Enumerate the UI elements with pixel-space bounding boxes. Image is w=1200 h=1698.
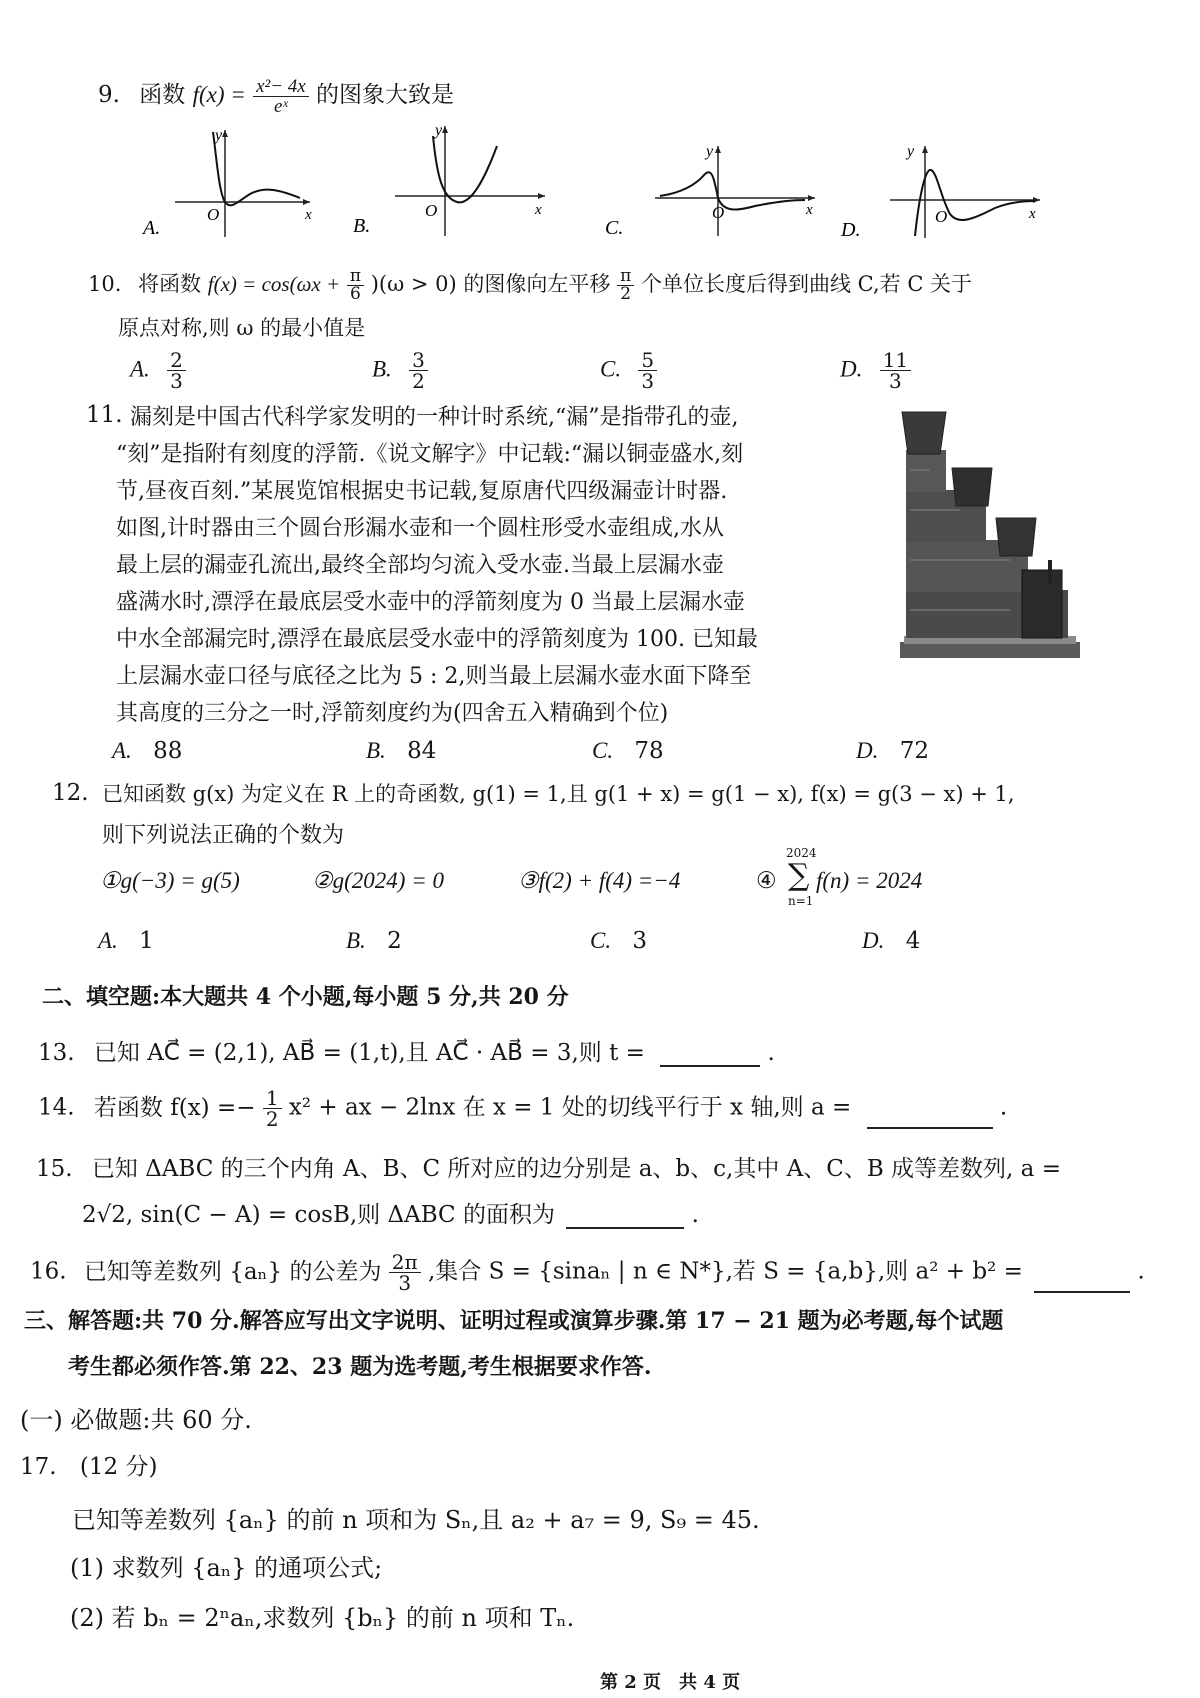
q11-line-7: 中水全部漏完时,漂浮在最底层受水壶中的浮箭刻度为 100. 已知最: [116, 627, 758, 652]
q14-answer-blank[interactable]: [867, 1101, 993, 1129]
q9-option-c: C.: [605, 217, 624, 239]
q11-line-2: “刻”是指附有刻度的浮箭.《说文解字》中记载:“漏以铜壶盛水,刻: [116, 442, 744, 467]
q9-d-x-label: x: [1029, 206, 1036, 222]
q15-answer-blank[interactable]: [566, 1201, 684, 1229]
q17-header: [20, 1448, 157, 1481]
q10-a-num: 2: [167, 350, 186, 371]
q14-text-b: x² + ax − 2lnx 在 x = 1 处的切线平行于 x 轴,则 a =: [288, 1094, 852, 1121]
q12-option-a-value: 1: [139, 928, 154, 954]
q9-denominator: eˣ: [274, 95, 288, 117]
page-footer: 第 2 页 共 4 页: [600, 1672, 741, 1693]
q15-end: .: [691, 1202, 699, 1228]
q10-text-b: )(ω > 0) 的图像向左平移: [370, 272, 611, 296]
q11-option-c[interactable]: [592, 738, 664, 764]
section2-heading: 二、填空题:本大题共 4 个小题,每小题 5 分,共 20 分: [42, 984, 569, 1010]
q10-option-d-letter: D.: [840, 356, 863, 382]
q12-statement-2: ②g(2024) = 0: [312, 868, 444, 893]
q16: [30, 1252, 1145, 1293]
q10-pi6-den: 6: [350, 284, 361, 304]
q12-option-c[interactable]: [590, 928, 647, 954]
q10-option-b-letter: B.: [372, 356, 392, 382]
q11-option-a-value: 88: [153, 738, 183, 764]
q9-option-b: B.: [353, 215, 371, 237]
q12-option-c-letter: C.: [590, 928, 612, 953]
q9-option-a: A.: [143, 217, 161, 239]
q11-line-3: 节,昼夜百刻.”某展览馆根据史书记载,复原唐代四级漏壶计时器.: [116, 479, 728, 504]
q10-pi6: [347, 268, 364, 303]
q14-half: [263, 1088, 282, 1129]
q11-line-4: 如图,计时器由三个圆台形漏水壶和一个圆柱形受水壶组成,水从: [116, 516, 724, 541]
q10-option-a[interactable]: [130, 350, 186, 391]
q12-option-c-value: 3: [632, 928, 648, 954]
q9-a-origin: O: [207, 205, 220, 224]
q10-option-a-letter: A.: [130, 356, 150, 382]
q9-option-d: D.: [841, 219, 861, 241]
q12-line1: 已知函数 g(x) 为定义在 R 上的奇函数, g(1) = 1,且 g(1 + x) = g(1 − x), f(x) = g(3 − x) + 1,: [102, 782, 1015, 806]
q12-s4-sigma: ∑: [788, 858, 810, 893]
q10-d-den: 3: [889, 369, 902, 393]
q10-option-c-frac: [638, 350, 657, 391]
q12-option-b-letter: B.: [346, 928, 366, 953]
q10-a-den: 3: [170, 369, 183, 393]
q10-option-c[interactable]: [600, 350, 657, 391]
q16-frac-num: 2π: [389, 1252, 421, 1273]
q10-text-a: 将函数: [138, 272, 202, 296]
q9-graph-d[interactable]: [835, 138, 1045, 243]
q13-end: .: [767, 1040, 775, 1066]
q10-d-num: 11: [880, 350, 911, 371]
q14-text-a: 若函数 f(x) =−: [93, 1094, 256, 1121]
q9-a-y-label: y: [215, 127, 223, 144]
q9-d-origin: O: [935, 207, 948, 226]
q11-option-a-letter: A.: [112, 738, 132, 763]
q17-number: 17.: [20, 1454, 57, 1480]
q11-option-d-letter: D.: [856, 738, 879, 763]
q12-option-a-letter: A.: [98, 928, 118, 953]
section3-line2: 考生都必须作答.第 22、23 题为选考题,考生根据要求作答.: [68, 1354, 652, 1380]
q9-stem: [98, 76, 454, 116]
q9-prefix: 函数: [139, 82, 186, 108]
q9-b-origin: O: [425, 201, 438, 220]
q12-option-a[interactable]: [98, 928, 154, 954]
q10-number: 10.: [88, 272, 122, 296]
q11-option-d[interactable]: [856, 738, 929, 764]
q17-score: (12 分): [79, 1454, 158, 1480]
q9-c-x-label: x: [806, 202, 813, 218]
q16-text-a: 已知等差数列 {aₙ} 的公差为: [83, 1258, 382, 1285]
q10-pi2: [617, 268, 634, 303]
q12-s4-prefix: ④: [756, 868, 777, 894]
q9-suffix: 的图象大致是: [316, 82, 455, 108]
q13: [38, 1034, 775, 1067]
q14-end: .: [999, 1094, 1008, 1121]
q9-graph-b[interactable]: [345, 118, 555, 243]
q10-pi2-num: π: [617, 268, 634, 286]
q10-pi6-num: π: [347, 268, 364, 286]
q9-graph-c[interactable]: [590, 138, 820, 243]
q10-option-c-letter: C.: [600, 356, 622, 382]
q10-c-den: 3: [641, 369, 655, 393]
q9-c-y-label: y: [706, 143, 714, 160]
q10-line1: [88, 268, 972, 303]
q10-b-num: 3: [409, 350, 428, 371]
q15-line1: [36, 1150, 1061, 1183]
q15-text-1: 已知 ΔABC 的三个内角 A、B、C 所对应的边分别是 a、b、c,其中 A、C、B 成等差数列, a =: [91, 1156, 1061, 1182]
q10-line2: 原点对称,则 ω 的最小值是: [118, 316, 366, 340]
q11-option-c-letter: C.: [592, 738, 614, 763]
q15-text-2: 2√2, sin(C − A) = cosB,则 ΔABC 的面积为: [82, 1202, 555, 1228]
q12-option-d[interactable]: [862, 928, 920, 954]
q11-line-9: 其高度的三分之一时,浮箭刻度约为(四舍五入精确到个位): [116, 701, 669, 726]
q12-option-b-value: 2: [387, 928, 402, 954]
q16-frac-den: 3: [398, 1271, 412, 1295]
q11-line-6: 盛满水时,漂浮在最底层受水壶中的浮箭刻度为 0 当最上层漏水壶: [116, 590, 745, 615]
q16-end: .: [1137, 1258, 1145, 1285]
q14-number: 14.: [38, 1094, 75, 1121]
q11-line-5: 最上层的漏壶孔流出,最终全部均匀流入受水壶.当最上层漏水壶: [116, 553, 724, 578]
q14: [38, 1088, 1007, 1129]
q9-c-origin: O: [712, 203, 725, 222]
q16-number: 16.: [30, 1258, 67, 1285]
q13-number: 13.: [38, 1040, 75, 1066]
q10-option-d[interactable]: [840, 350, 911, 391]
q9-b-y-label: y: [435, 122, 443, 139]
section3-line1: 三、解答题:共 70 分.解答应写出文字说明、证明过程或演算步骤.第 17 − 21 题为必考题,每个试题: [24, 1308, 1004, 1334]
q11-line-1: 漏刻是中国古代科学家发明的一种计时系统,“漏”是指带孔的壶,: [130, 405, 739, 430]
q11-option-b-value: 84: [407, 738, 437, 764]
q9-numerator: x²− 4x: [253, 77, 309, 97]
q10-option-a-frac: [167, 350, 186, 391]
q11-option-a[interactable]: [112, 738, 182, 764]
q15-line2: [82, 1196, 699, 1229]
q14-half-num: 1: [263, 1088, 282, 1109]
q12-line2: 则下列说法正确的个数为: [102, 823, 345, 848]
q9-a-x-label: x: [305, 207, 312, 223]
q9-b-x-label: x: [535, 202, 542, 218]
q12-option-d-letter: D.: [862, 928, 885, 953]
clepsydra-illustration: [900, 410, 1080, 660]
q17-line2: (1) 求数列 {aₙ} 的通项公式;: [70, 1554, 383, 1582]
q16-answer-blank[interactable]: [1034, 1265, 1130, 1293]
q11-option-d-value: 72: [899, 738, 929, 764]
q10-option-d-frac: [880, 350, 911, 391]
q12-statement-1: ①g(−3) = g(5): [100, 868, 240, 893]
q11-option-b-letter: B.: [366, 738, 386, 763]
q12-number: 12.: [52, 780, 89, 806]
q12-statement-3: ③f(2) + f(4) =−4: [518, 868, 681, 893]
q9-graph-a[interactable]: [125, 122, 325, 242]
part1-heading: (一) 必做题:共 60 分.: [20, 1406, 252, 1434]
q15-number: 15.: [36, 1156, 73, 1182]
q12-option-d-value: 4: [905, 928, 921, 954]
q14-half-den: 2: [265, 1107, 279, 1131]
q10-option-b-frac: [409, 350, 428, 391]
q17-line3: (2) 若 bₙ = 2ⁿaₙ,求数列 {bₙ} 的前 n 项和 Tₙ.: [70, 1604, 575, 1632]
q11-line-8: 上层漏水壶口径与底径之比为 5 : 2,则当最上层漏水壶水面下降至: [116, 664, 752, 689]
q12-s4-suffix: f(n) = 2024: [816, 868, 923, 893]
q13-text: 已知 AC⃗ = (2,1), AB⃗ = (1,t),且 AC⃗ · AB⃗ = 3,则 t =: [93, 1040, 645, 1066]
q12-option-b[interactable]: [346, 928, 402, 954]
q11-option-b[interactable]: [366, 738, 436, 764]
q16-text-b: ,集合 S = {sinaₙ | n ∈ N*},若 S = {a,b},则 a² + b² =: [427, 1258, 1023, 1285]
q10-b-den: 2: [412, 369, 425, 393]
q16-frac: [389, 1252, 421, 1293]
q13-answer-blank[interactable]: [660, 1039, 760, 1067]
q10-pi2-den: 2: [620, 284, 632, 304]
q10-c-num: 5: [638, 350, 657, 371]
q9-number: 9.: [98, 82, 120, 108]
q10-text-c: 个单位长度后得到曲线 C,若 C 关于: [640, 272, 973, 296]
q11-number: 11.: [86, 402, 123, 428]
q17-line1: 已知等差数列 {aₙ} 的前 n 项和为 Sₙ,且 a₂ + a₇ = 9, S₉ = 45.: [72, 1506, 760, 1534]
q9-func: f(x) =: [192, 82, 246, 107]
q9-d-y-label: y: [907, 143, 915, 160]
q10-option-b[interactable]: [372, 350, 428, 391]
q12-s4-bottom: n=1: [788, 894, 814, 908]
q10-func: f(x) = cos(ωx +: [207, 272, 341, 296]
q9-fraction: [253, 77, 309, 116]
q12-s4-top: 2024: [786, 846, 817, 860]
q11-option-c-value: 78: [634, 738, 664, 764]
